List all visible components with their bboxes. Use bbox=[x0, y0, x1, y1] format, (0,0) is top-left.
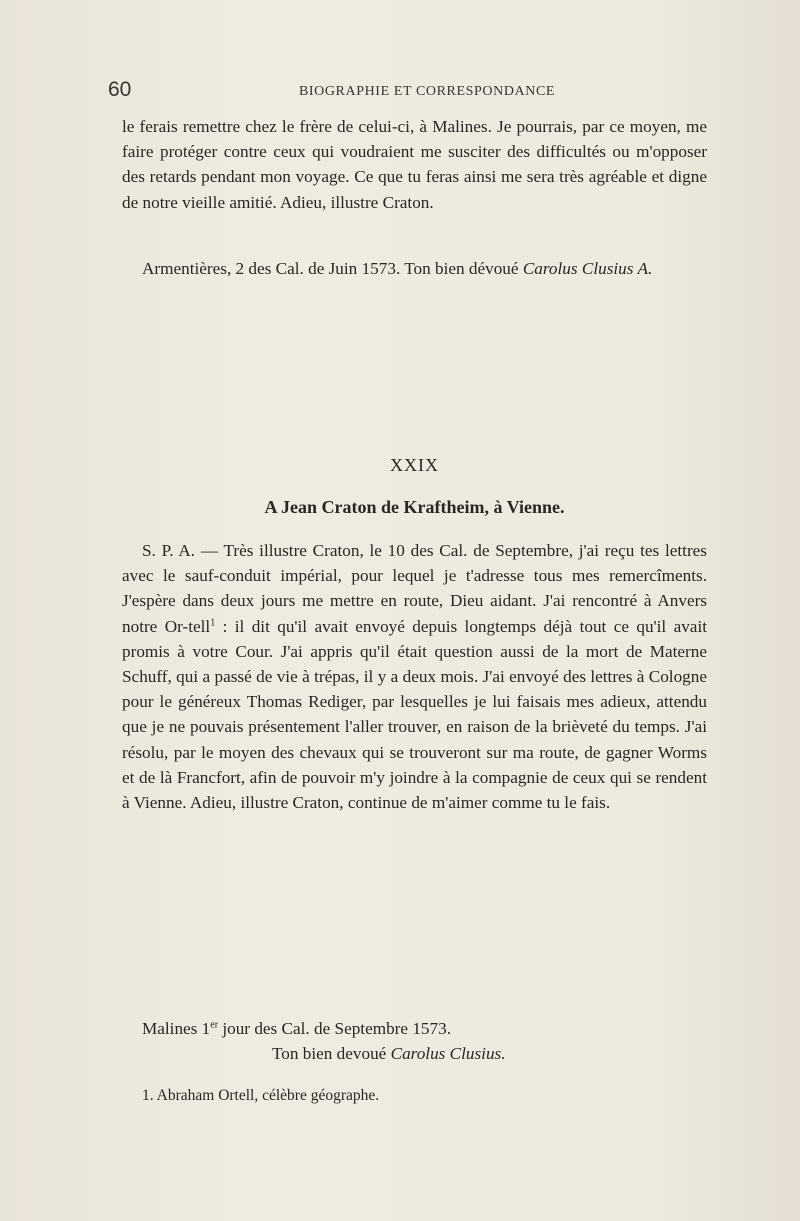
paragraph-text: le ferais remettre chez le frère de celui-ci, à Malines. Je pourrais, par ce moyen, me faire protéger contre ceux qui voudraient me susciter des difficultés ou m'opposer des retards pendant mon voyage. Ce que tu feras ainsi me sera très agréable et digne de notre vieille amitié. Adieu, illustre Craton. bbox=[122, 117, 707, 212]
letter-date-line: Malines 1er jour des Cal. de Septembre 1573. bbox=[142, 1019, 451, 1038]
page-header bbox=[108, 80, 706, 106]
letter-title: A Jean Craton de Kraftheim, à Vienne. bbox=[264, 497, 565, 517]
running-title: BIOGRAPHIE ET CORRESPONDANCE bbox=[298, 84, 556, 99]
letter-body-text-2: : il dit qu'il avait envoyé depuis longtemps déjà tout ce qu'il avait promis à votre Cour. J'ai appris qu'il était question aussi de la mort de Materne Schuff, qui a passé de vie à trépas, il y a deux mois. J'ai envoyé des lettres à Cologne pour le généreux Thomas Rediger, par lesquelles je lui faisais mes adieux, attendu que je ne pouvais présentement l'aller trouver, en raison de la brièveté du temps. J'ai résolu, par le moyen des chevaux qui se trouveront sur ma route, de gagner Worms et de là Francfort, afin de pouvoir m'y joindre à la compagnie de ceux qui se rendent à Vienne. Adieu, illustre Craton, continue de m'aimer comme tu le fais. bbox=[122, 616, 707, 813]
footnote: 1. Abraham Ortell, célèbre géographe. bbox=[142, 1087, 380, 1104]
paragraph-signoff bbox=[122, 256, 707, 281]
letter-closing bbox=[122, 1016, 707, 1066]
page-number: 60 bbox=[108, 78, 132, 101]
footnote-marker: 1 bbox=[210, 616, 216, 628]
paragraph-continuation bbox=[122, 114, 707, 215]
letter-body-text-1: S. P. A. — Très illustre Craton, le 10 des Cal. de Septembre, j'ai reçu tes lettres avec le sauf-conduit impérial, pour lequel je t'adresse tous mes remercîments. J'espère dans deux jours me mettre en route, Dieu aidant. J'ai rencontré à Anvers notre Or-tell bbox=[122, 541, 707, 636]
letter-body bbox=[122, 538, 707, 815]
letter-signature: Carolus Clusius. bbox=[390, 1044, 506, 1064]
letter-number: XXIX bbox=[390, 455, 439, 475]
signoff-signature: Carolus Clusius A. bbox=[522, 259, 653, 278]
signoff-text: Armentières, 2 des Cal. de Juin 1573. Ton bien dévoué bbox=[142, 259, 523, 278]
letter-signature-line: Ton bien devoué Carolus Clusius. bbox=[272, 1044, 506, 1064]
